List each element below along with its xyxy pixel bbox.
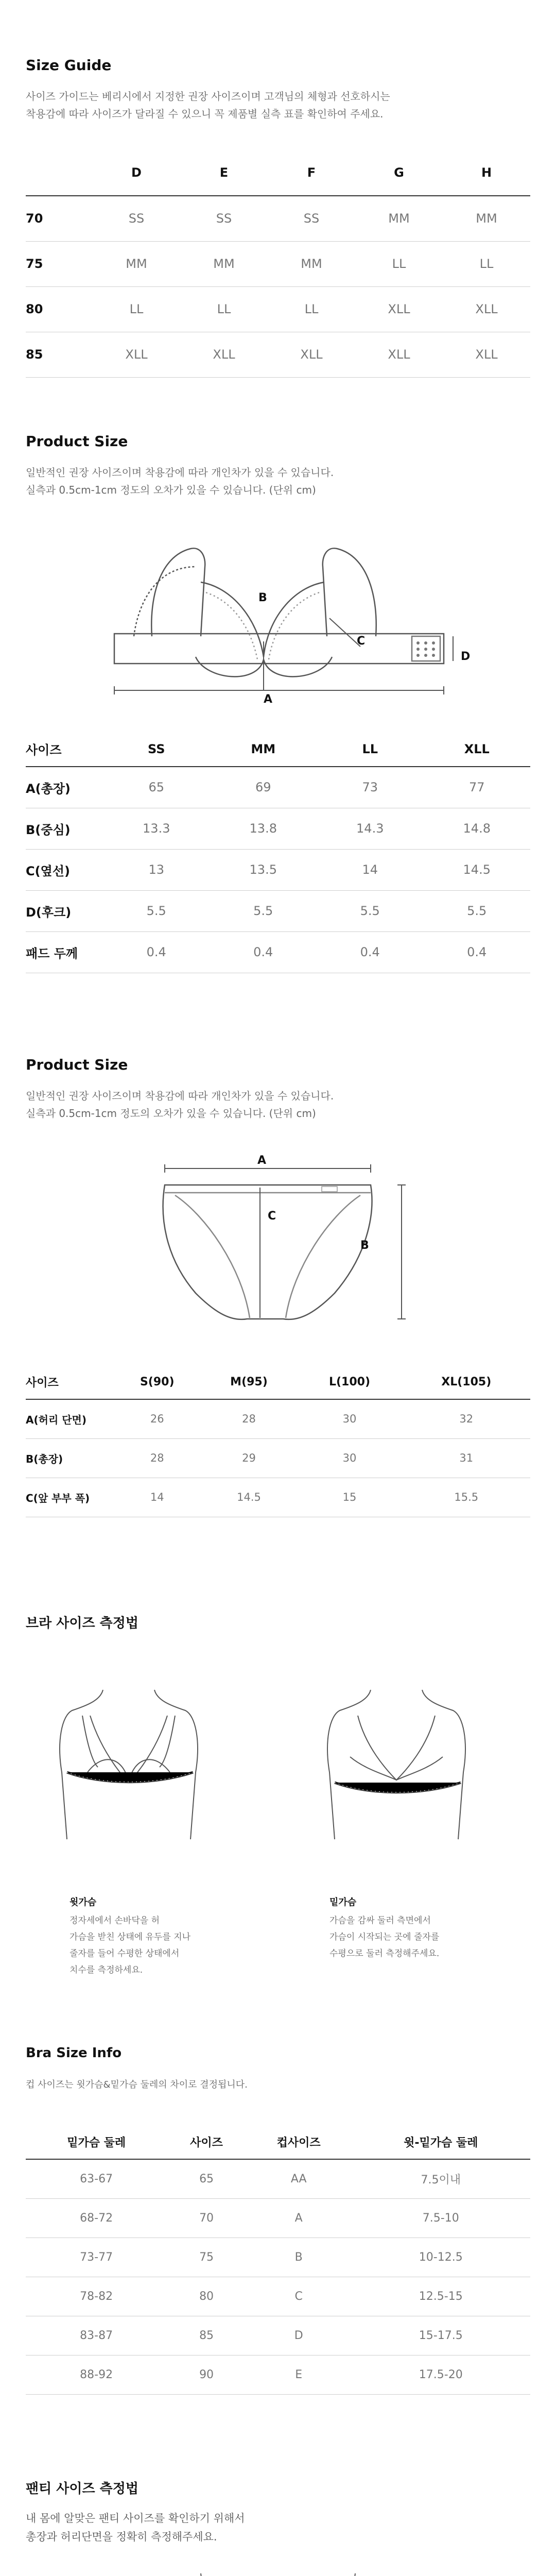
value-cell: 80 bbox=[167, 2277, 246, 2316]
row-name: A(허리 단면) bbox=[26, 1399, 113, 1438]
caption-line: 수평으로 둘러 측정해주세요. bbox=[329, 1948, 440, 1959]
value-cell: 30 bbox=[297, 1438, 402, 1478]
bra-measure-title: 브라 사이즈 측정법 bbox=[26, 1616, 139, 1631]
size-guide-desc bbox=[26, 88, 390, 123]
value-cell: 90 bbox=[167, 2355, 246, 2394]
value-cell: 5.5 bbox=[424, 890, 531, 931]
value-cell: 0.4 bbox=[424, 931, 531, 973]
row-name: A(총장) bbox=[26, 767, 103, 808]
value-cell: E bbox=[246, 2355, 352, 2394]
bra-product-size-table bbox=[26, 732, 530, 973]
caption-line: 줄자를 들어 수평한 상태에서 bbox=[70, 1948, 180, 1959]
under-bust-title: 윗가슴 bbox=[70, 1897, 97, 1908]
value-cell: 17.5-20 bbox=[352, 2355, 530, 2394]
bra-measure-under-figure bbox=[51, 1680, 206, 1850]
bra-size-info-title: Bra Size Info bbox=[26, 2045, 122, 2061]
value-cell: 0.4 bbox=[210, 931, 317, 973]
size-cell: XLL bbox=[355, 332, 443, 377]
value-cell: 15 bbox=[297, 1478, 402, 1517]
bra-label-a: A bbox=[264, 693, 273, 706]
table-row bbox=[26, 1399, 530, 1438]
value-cell: 28 bbox=[201, 1399, 297, 1438]
header-cell: MM bbox=[210, 732, 317, 767]
value-cell: 77 bbox=[424, 767, 531, 808]
size-cell: MM bbox=[93, 241, 180, 286]
panty-product-size-desc bbox=[26, 1087, 334, 1122]
header-cell: M(95) bbox=[201, 1365, 297, 1399]
value-cell: 13.3 bbox=[103, 808, 210, 849]
table-row bbox=[26, 931, 530, 973]
value-cell: 5.5 bbox=[210, 890, 317, 931]
caption-line: 정자세에서 손바닥을 허 bbox=[70, 1916, 160, 1926]
size-cell: MM bbox=[355, 196, 443, 241]
value-cell: D bbox=[246, 2316, 352, 2355]
cup-header: G bbox=[355, 149, 443, 196]
size-cell: XLL bbox=[268, 332, 355, 377]
header-cell: XL(105) bbox=[403, 1365, 530, 1399]
value-cell: 31 bbox=[403, 1438, 530, 1478]
table-row bbox=[26, 1438, 530, 1478]
value-cell: 30 bbox=[297, 1399, 402, 1438]
size-cell: LL bbox=[180, 286, 268, 332]
size-cell: XLL bbox=[180, 332, 268, 377]
size-guide-section bbox=[0, 0, 556, 381]
cup-header: E bbox=[180, 149, 268, 196]
bra-label-d: D bbox=[461, 650, 471, 663]
bra-label-c: C bbox=[357, 635, 366, 648]
value-cell: 73-77 bbox=[26, 2238, 167, 2277]
table-row bbox=[26, 2355, 530, 2394]
desc-line: 일반적인 권장 사이즈이며 착용감에 따라 개인차가 있을 수 있습니다. bbox=[26, 466, 334, 479]
band-cell: 85 bbox=[26, 332, 93, 377]
table-row bbox=[26, 767, 530, 808]
value-cell: 68-72 bbox=[26, 2198, 167, 2238]
panty-measure-desc bbox=[26, 2509, 245, 2546]
row-name: 패드 두께 bbox=[26, 931, 103, 973]
size-cell: LL bbox=[355, 241, 443, 286]
value-cell: 13.8 bbox=[210, 808, 317, 849]
value-cell: 5.5 bbox=[103, 890, 210, 931]
size-cell: XLL bbox=[93, 332, 180, 377]
value-cell: A bbox=[246, 2198, 352, 2238]
desc-line: 실측과 0.5cm-1cm 정도의 오차가 있을 수 있습니다. (단위 cm) bbox=[26, 484, 316, 496]
value-cell: 12.5-15 bbox=[352, 2277, 530, 2316]
value-cell: 83-87 bbox=[26, 2316, 167, 2355]
caption-line: 치수를 측정하세요. bbox=[70, 1965, 143, 1975]
table-row bbox=[26, 808, 530, 849]
value-cell: 5.5 bbox=[317, 890, 424, 931]
value-cell: 15-17.5 bbox=[352, 2316, 530, 2355]
value-cell: 63-67 bbox=[26, 2159, 167, 2198]
value-cell: AA bbox=[246, 2159, 352, 2198]
bra-measure-top-figure bbox=[319, 1680, 474, 1850]
header-cell: 사이즈 bbox=[26, 1365, 113, 1399]
table-row bbox=[26, 2277, 530, 2316]
value-cell: 26 bbox=[113, 1399, 201, 1438]
value-cell: C bbox=[246, 2277, 352, 2316]
value-cell: 78-82 bbox=[26, 2277, 167, 2316]
desc-line: 실측과 0.5cm-1cm 정도의 오차가 있을 수 있습니다. (단위 cm) bbox=[26, 1107, 316, 1120]
value-cell: 0.4 bbox=[317, 931, 424, 973]
value-cell: 15.5 bbox=[403, 1478, 530, 1517]
table-row bbox=[26, 890, 530, 931]
desc-line: 총장과 허리단면을 정확히 측정해주세요. bbox=[26, 2531, 217, 2543]
value-cell: 14.3 bbox=[317, 808, 424, 849]
panty-measure-figure bbox=[154, 2568, 402, 2576]
band-cell: 75 bbox=[26, 241, 93, 286]
value-cell: 85 bbox=[167, 2316, 246, 2355]
size-guide-table bbox=[26, 149, 530, 378]
value-cell: 28 bbox=[113, 1438, 201, 1478]
size-guide-title: Size Guide bbox=[26, 57, 112, 74]
value-cell: 65 bbox=[167, 2159, 246, 2198]
size-cell: MM bbox=[268, 241, 355, 286]
panty-measure-title: 팬티 사이즈 측정법 bbox=[26, 2481, 139, 2497]
size-guide-desc-line: 사이즈 가이드는 베리시에서 지정한 권장 사이즈이며 고객님의 체형과 선호하시는 bbox=[26, 90, 390, 103]
bra-size-info-table bbox=[26, 2125, 530, 2395]
row-name: B(총장) bbox=[26, 1438, 113, 1478]
panty-product-size-title: Product Size bbox=[26, 1056, 128, 1073]
header-cell: L(100) bbox=[297, 1365, 402, 1399]
desc-line: 일반적인 권장 사이즈이며 착용감에 따라 개인차가 있을 수 있습니다. bbox=[26, 1090, 334, 1102]
bra-diagram bbox=[103, 536, 474, 706]
band-cell: 80 bbox=[26, 286, 93, 332]
value-cell: 65 bbox=[103, 767, 210, 808]
panty-label-c: C bbox=[268, 1210, 276, 1223]
caption-line: 가슴이 시작되는 곳에 줄자를 bbox=[329, 1932, 440, 1942]
value-cell: 0.4 bbox=[103, 931, 210, 973]
value-cell: 13.5 bbox=[210, 849, 317, 890]
size-guide-desc-line: 착용감에 따라 사이즈가 달라질 수 있으니 꼭 제품별 실측 표를 확인하여 주세요. bbox=[26, 108, 384, 120]
size-cell: XLL bbox=[443, 332, 530, 377]
value-cell: 70 bbox=[167, 2198, 246, 2238]
table-row bbox=[26, 2198, 530, 2238]
table-row bbox=[26, 241, 530, 286]
table-row bbox=[26, 2238, 530, 2277]
cup-header: H bbox=[443, 149, 530, 196]
header-cell: S(90) bbox=[113, 1365, 201, 1399]
size-cell: MM bbox=[443, 196, 530, 241]
panty-product-size-table bbox=[26, 1365, 530, 1517]
size-cell: SS bbox=[93, 196, 180, 241]
value-cell: 7.5이내 bbox=[352, 2159, 530, 2198]
value-cell: 7.5-10 bbox=[352, 2198, 530, 2238]
bra-size-info-desc: 컵 사이즈는 윗가슴&밑가슴 둘레의 차이로 결정됩니다. bbox=[26, 2079, 248, 2090]
header-cell: LL bbox=[317, 732, 424, 767]
size-cell: SS bbox=[268, 196, 355, 241]
bra-product-size-desc bbox=[26, 464, 334, 499]
value-cell: 13 bbox=[103, 849, 210, 890]
value-cell: B bbox=[246, 2238, 352, 2277]
caption-line: 가슴을 감싸 둘러 측면에서 bbox=[329, 1916, 431, 1926]
row-name: C(옆선) bbox=[26, 849, 103, 890]
header-cell: SS bbox=[103, 732, 210, 767]
header-cell: 컵사이즈 bbox=[246, 2125, 352, 2159]
under-bust-text bbox=[70, 1912, 190, 1978]
size-cell: LL bbox=[268, 286, 355, 332]
value-cell: 32 bbox=[403, 1399, 530, 1438]
size-cell: LL bbox=[93, 286, 180, 332]
desc-line: 내 몸에 알맞은 팬티 사이즈를 확인하기 위해서 bbox=[26, 2512, 245, 2524]
value-cell: 29 bbox=[201, 1438, 297, 1478]
size-cell: LL bbox=[443, 241, 530, 286]
header-cell: 사이즈 bbox=[26, 732, 103, 767]
value-cell: 88-92 bbox=[26, 2355, 167, 2394]
row-name: B(중심) bbox=[26, 808, 103, 849]
table-row bbox=[26, 1478, 530, 1517]
value-cell: 14 bbox=[317, 849, 424, 890]
value-cell: 14.5 bbox=[201, 1478, 297, 1517]
band-cell: 70 bbox=[26, 196, 93, 241]
panty-label-a: A bbox=[257, 1154, 267, 1167]
table-row bbox=[26, 849, 530, 890]
top-bust-title: 밑가슴 bbox=[329, 1897, 357, 1908]
size-cell: XLL bbox=[355, 286, 443, 332]
panty-label-b: B bbox=[360, 1239, 369, 1252]
value-cell: 14.8 bbox=[424, 808, 531, 849]
table-row bbox=[26, 196, 530, 241]
table-row bbox=[26, 2316, 530, 2355]
cup-header: D bbox=[93, 149, 180, 196]
bra-product-size-title: Product Size bbox=[26, 433, 128, 450]
caption-line: 가슴을 받친 상태에 유두를 지나 bbox=[70, 1932, 191, 1942]
value-cell: 14.5 bbox=[424, 849, 531, 890]
size-cell: MM bbox=[180, 241, 268, 286]
value-cell: 69 bbox=[210, 767, 317, 808]
size-cell: SS bbox=[180, 196, 268, 241]
header-cell: 밑가슴 둘레 bbox=[26, 2125, 167, 2159]
top-bust-text bbox=[329, 1912, 439, 1962]
header-cell: 사이즈 bbox=[167, 2125, 246, 2159]
header-cell: 윗-밑가슴 둘레 bbox=[352, 2125, 530, 2159]
value-cell: 73 bbox=[317, 767, 424, 808]
table-row bbox=[26, 286, 530, 332]
value-cell: 10-12.5 bbox=[352, 2238, 530, 2277]
row-name: C(앞 부부 폭) bbox=[26, 1478, 113, 1517]
cup-header: F bbox=[268, 149, 355, 196]
value-cell: 14 bbox=[113, 1478, 201, 1517]
size-cell: XLL bbox=[443, 286, 530, 332]
row-name: D(후크) bbox=[26, 890, 103, 931]
table-row bbox=[26, 332, 530, 377]
bra-label-b: B bbox=[258, 591, 267, 604]
panty-diagram bbox=[144, 1154, 412, 1334]
header-cell: XLL bbox=[424, 732, 531, 767]
table-row bbox=[26, 2159, 530, 2198]
value-cell: 75 bbox=[167, 2238, 246, 2277]
